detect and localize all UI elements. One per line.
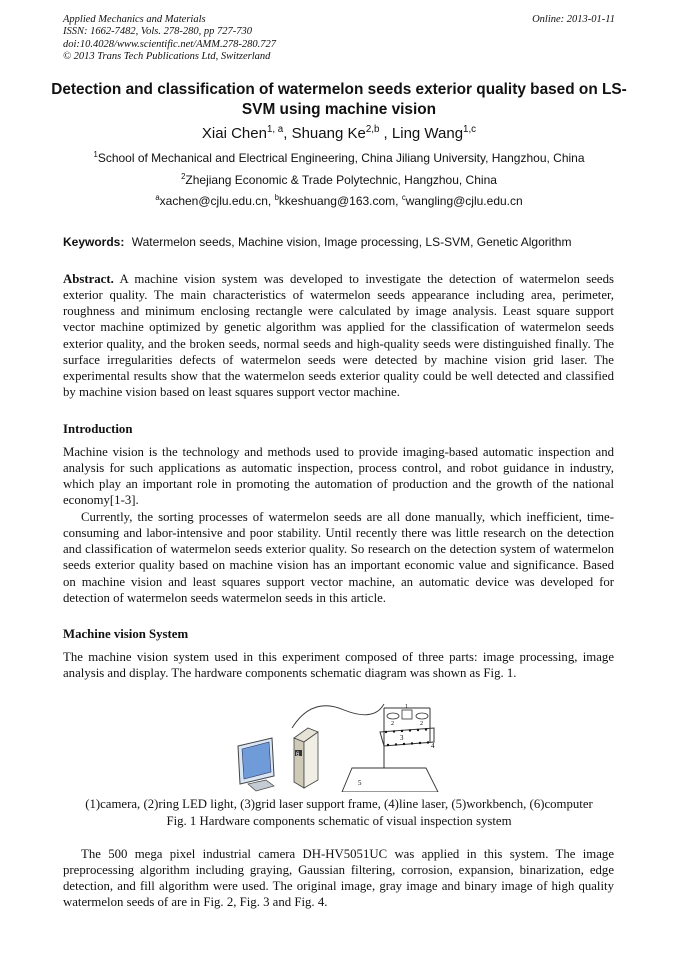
email-link[interactable]: kkeshuang@163.com bbox=[278, 194, 396, 208]
author-sup: 2,b bbox=[365, 124, 380, 135]
section-heading-machine-vision: Machine vision System bbox=[63, 627, 189, 641]
monitor-icon bbox=[238, 738, 274, 791]
label-2b: 2 bbox=[420, 721, 423, 727]
doi-line: doi:10.4028/www.scientific.net/AMM.278-280.727 bbox=[63, 38, 276, 50]
journal-name: Applied Mechanics and Materials bbox=[63, 14, 206, 25]
workbench-icon bbox=[342, 768, 438, 792]
abstract-label: Abstract. bbox=[63, 272, 114, 286]
running-header bbox=[63, 14, 615, 64]
author-sup: 1, a bbox=[266, 124, 284, 135]
email-sup: c bbox=[401, 193, 406, 202]
affiliation-sup: 2 bbox=[181, 172, 186, 181]
email-sup: a bbox=[155, 193, 160, 202]
label-5: 5 bbox=[358, 779, 362, 787]
author-name: Shuang Ke bbox=[291, 125, 366, 142]
author-name: Xiai Chen bbox=[201, 125, 267, 142]
section-heading-introduction: Introduction bbox=[63, 422, 133, 436]
copyright-line: © 2013 Trans Tech Publications Ltd, Switzerland bbox=[63, 51, 271, 63]
keywords-text: Watermelon seeds, Machine vision, Image processing, LS-SVM, Genetic Algorithm bbox=[131, 235, 572, 249]
label-6: 6 bbox=[296, 752, 300, 758]
intro-paragraph-2 bbox=[63, 509, 614, 606]
label-3: 3 bbox=[400, 734, 404, 742]
label-2a: 2 bbox=[391, 721, 394, 727]
mvs-paragraph-2 bbox=[63, 846, 614, 911]
cable-line bbox=[292, 704, 384, 728]
issn-line: ISSN: 1662-7482, Vols. 278-280, pp 727-730 bbox=[63, 26, 252, 38]
label-4: 4 bbox=[431, 742, 435, 750]
online-date: Online: 2013-01-11 bbox=[532, 14, 615, 25]
affiliation-text: School of Mechanical and Electrical Engineering, China Jiliang University, Hangzhou, China bbox=[97, 151, 585, 165]
affiliation-2 bbox=[40, 172, 638, 187]
keywords-label: Keywords: bbox=[63, 235, 125, 249]
email-link[interactable]: xachen@cjlu.edu.cn bbox=[159, 194, 268, 208]
figure-caption: Fig. 1 Hardware components schematic of visual inspection system bbox=[166, 814, 512, 828]
mvs-paragraph-2-text: The 500 mega pixel industrial camera DH-HV5051UC was applied in this system. The image preprocessing algorithm including graying, Gaussian filtering, corrosion, expansion, binarization, edge detection, and fill algorithm were used. The original image, gray image and binary image of high quality watermelon seeds of are in Fig. 2, Fig. 3 and Fig. 4. bbox=[63, 847, 614, 910]
email-list: $^a$xachen@cjlu.edu.cn, $^b$kkeshuang@163.com, $^c$wangling@cjlu.edu.cn bbox=[155, 193, 523, 208]
affiliation-sup: 1 bbox=[93, 150, 98, 159]
abstract bbox=[63, 271, 614, 400]
computer-tower-icon bbox=[294, 728, 318, 788]
intro-paragraph-2-text: Currently, the sorting processes of watermelon seeds are all done manually, which inefficient, time-consuming and labor-intensive and poor stability. Until recently there was little research on the detection and classification of watermelon seeds exterior quality. So research on the detection system of watermelon seeds exterior quality based on machine vision has an important economic value and significance. Based on machine vision and least squares support vector machine, an automatic device was developed for detection of watermelon seeds watermelon seeds in this article. bbox=[63, 510, 614, 605]
affiliation-text: Zhejiang Economic & Trade Polytechnic, Hangzhou, China bbox=[185, 173, 497, 187]
author-name: Ling Wang bbox=[391, 125, 464, 142]
affiliation-1 bbox=[40, 150, 638, 165]
intro-paragraph-1: Machine vision is the technology and methods used to provide imaging-based automatic inspection and analysis for such applications as automatic inspection, process control, and robot guidance in industry, which play an important role in promoting the automation of production and the growth of the national economy[1-3]. bbox=[63, 445, 614, 508]
author-list: Xiai Chen$^{1, a}$, Shuang Ke$^{2,b}$ , Ling Wang$^{1,c}$ bbox=[201, 124, 477, 142]
paper-title: Detection and classification of watermelon seeds exterior quality based on LS-SVM using machine vision bbox=[51, 81, 627, 118]
email-link[interactable]: wangling@cjlu.edu.cn bbox=[405, 194, 523, 208]
figure-legend: (1)camera, (2)ring LED light, (3)grid laser support frame, (4)line laser, (5)workbench, (6)computer bbox=[85, 797, 593, 811]
label-1: 1 bbox=[405, 704, 408, 710]
abstract-text: A machine vision system was developed to investigate the detection of watermelon seeds exterior quality. The main characteristics of watermelon seeds appearance including area, perimeter, roughness and minimum enclosing rectangle were calculated by image analysis. Least square support vector machine optimized by genetic algorithm was applied for the classification of watermelon seeds exterior quality, and the broken seeds, normal seeds and high-quality seeds were distinguished finally. The surface irregularities defects of watermelon seeds were detected by machine vision grid laser. The experimental results show that the watermelon seeds exterior quality could be well detected and classified by machine vision based on least squares support vector machine. bbox=[63, 272, 614, 400]
keywords bbox=[63, 235, 623, 249]
camera-icon bbox=[402, 710, 412, 719]
author-sup: 1,c bbox=[463, 124, 477, 135]
email-sup: b bbox=[274, 193, 279, 202]
figure-1-hardware-schematic bbox=[234, 688, 444, 792]
mvs-paragraph-1: The machine vision system used in this experiment composed of three parts: image processing, image analysis and display. The hardware components schematic diagram was shown as Fig. 1. bbox=[63, 650, 614, 681]
